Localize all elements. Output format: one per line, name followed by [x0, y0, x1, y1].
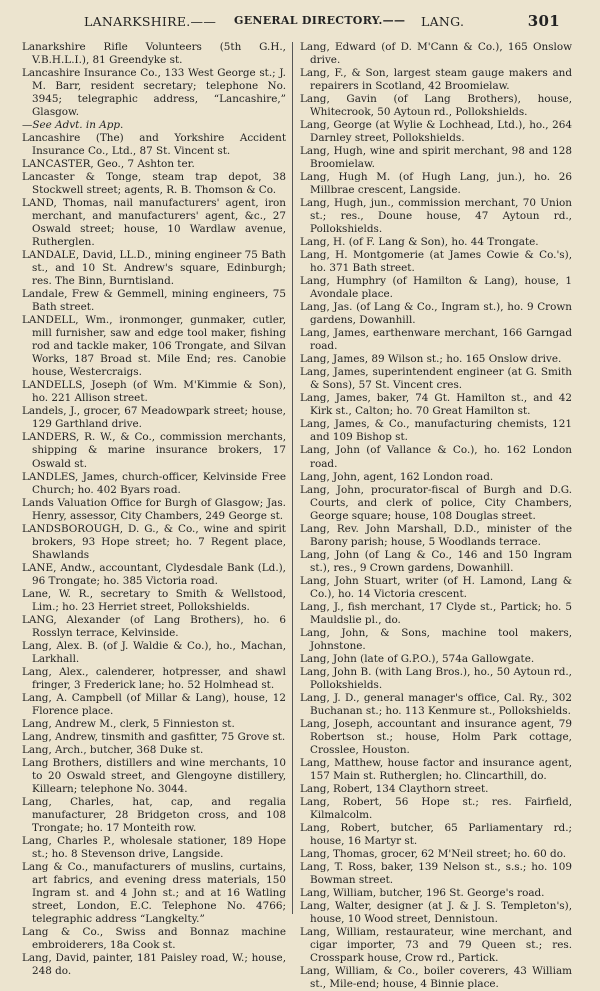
directory-entry: Lang, Andrew M., clerk, 5 Finnieston st.	[22, 717, 235, 730]
directory-entry: LANDLES, James, church-officer, Kelvinside Free Church; ho. 402 Byars road.	[22, 470, 286, 496]
directory-entry: Lang, Gavin (of Lang Brothers), house, Whitecrook, 50 Aytoun rd., Pollokshields.	[300, 93, 572, 119]
directory-entry: Lang, William, restaurateur, wine merchant, and cigar importer, 73 and 79 Queen st.; res. Crosspark house, Crow rd., Partick.	[300, 926, 572, 965]
directory-entry: Lang, T. Ross, baker, 139 Nelson st., s.s.; ho. 109 Bowman street.	[300, 860, 572, 886]
directory-entry: LANDELLS, Joseph (of Wm. M'Kimmie & Son), ho. 221 Allison street.	[22, 379, 286, 405]
directory-entry: Lang, J., fish merchant, 17 Clyde st., Partick; ho. 5 Mauldslie pl., do.	[300, 600, 572, 626]
directory-entry: Landale, Frew & Gemmell, mining engineers, 75 Bath street.	[22, 288, 286, 314]
directory-entry: Lang, Hugh, wine and spirit merchant, 98 and 128 Broomielaw.	[300, 145, 572, 171]
directory-entry: Lang, John Stuart, writer (of H. Lamond, Lang & Co.), ho. 14 Victoria crescent.	[300, 574, 572, 600]
directory-entry: Lang, John B. (with Lang Bros.), ho., 50 Aytoun rd., Pollokshields.	[300, 665, 572, 691]
directory-entry: Lang, Hugh M. (of Hugh Lang, jun.), ho. 26 Millbrae crescent, Langside.	[300, 171, 572, 197]
directory-entry: Lang, Alex., calenderer, hotpresser, and shawl fringer, 3 Frederick lane; ho. 52 Holmhead st.	[22, 665, 286, 691]
directory-entry: LANDELL, Wm., ironmonger, gunmaker, cutler, mill furnisher, saw and edge tool maker, fishing rod and tackle maker, 106 Trongate, and Silvan Works, 187 Broad st. Mile End; res. Canobie house, Westercraigs.	[22, 314, 286, 379]
directory-entry: LAND, Thomas, nail manufacturers' agent, iron merchant, and manufacturers' agent, &c., 27 Oswald street; house, 10 Wardlaw avenue, Rutherglen.	[22, 197, 286, 249]
header-section: LANG.	[421, 14, 465, 29]
directory-entry: Lang, John, agent, 162 London road.	[300, 470, 494, 483]
directory-entry: Lang, Matthew, house factor and insurance agent, 157 Main st. Rutherglen; ho. Clincarthill, do.	[300, 756, 572, 782]
directory-entry: Lang, James, & Co., manufacturing chemists, 121 and 109 Bishop st.	[300, 418, 572, 444]
directory-entry: LANDSBOROUGH, D. G., & Co., wine and spirit brokers, 93 Hope street; ho. 7 Regent place, Shawlands	[22, 522, 286, 561]
header-title: GENERAL DIRECTORY.——	[234, 14, 406, 27]
directory-entry: Lang, James, earthenware merchant, 166 Garngad road.	[300, 327, 572, 353]
directory-entry: Lang, David, painter, 181 Paisley road, W.; house, 248 do.	[22, 952, 286, 978]
directory-entry: Lang, James, baker, 74 Gt. Hamilton st., and 42 Kirk st., Calton; ho. 70 Great Hamilton st.	[300, 392, 572, 418]
directory-entry: Lang, J. D., general manager's office, Cal. Ry., 302 Buchanan st.; ho. 113 Kenmure st., Pollokshields.	[300, 691, 572, 717]
directory-entry: Lancashire (The) and Yorkshire Accident Insurance Co., Ltd., 87 St. Vincent st.	[22, 132, 286, 158]
directory-entry: Lang, Thomas, grocer, 62 M'Neil street; ho. 60 do.	[300, 847, 567, 860]
right-column	[300, 41, 572, 991]
directory-entry: Lane, W. R., secretary to Smith & Wellstood, Lim.; ho. 23 Herriet street, Pollokshields.	[22, 587, 286, 613]
directory-entry: Lang, A. Campbell (of Millar & Lang), house, 12 Florence place.	[22, 691, 286, 717]
directory-entry: Lang, Edward (of D. M'Cann & Co.), 165 Onslow drive.	[300, 41, 572, 67]
directory-entry: Lang, John, & Sons, machine tool makers, Johnstone.	[300, 626, 572, 652]
directory-entry: —See Advt. in App.	[22, 119, 124, 132]
directory-entry: Lang, H. Montgomerie (at James Cowie & Co.'s), ho. 371 Bath street.	[300, 249, 572, 275]
directory-entry: Lang, Robert, 56 Hope st.; res. Fairfield, Kilmalcolm.	[300, 795, 572, 821]
directory-entry: Lancashire Insurance Co., 133 West George st.; J. M. Barr, resident secretary; telephone No. 3945; telegraphic address, “Lancashire,” Glasgow.	[22, 67, 286, 119]
directory-entry: Lang, Alex. B. (of J. Waldie & Co.), ho., Machan, Larkhall.	[22, 639, 286, 665]
directory-entry: LANG, Alexander (of Lang Brothers), ho. 6 Rosslyn terrace, Kelvinside.	[22, 613, 286, 639]
running-header	[84, 12, 560, 32]
directory-entry: Lang, John (of Vallance & Co.), ho. 162 London road.	[300, 444, 572, 470]
directory-entry: Lang, Andrew, tinsmith and gasfitter, 75 Grove st.	[22, 730, 286, 743]
directory-entry: Lang, Charles, hat, cap, and regalia manufacturer, 28 Bridgeton cross, and 108 Trongate; ho. 17 Monteith row.	[22, 795, 286, 834]
header-county: LANARKSHIRE.——	[84, 14, 217, 29]
column-divider	[292, 42, 293, 914]
directory-entry: LANDERS, R. W., & Co., commission merchants, shipping & marine insurance brokers, 17 Oswald st.	[22, 431, 286, 470]
directory-entry: Lang, Charles P., wholesale stationer, 189 Hope st.; ho. 8 Stevenson drive, Langside.	[22, 834, 286, 860]
directory-entry: Lang Brothers, distillers and wine merchants, 10 to 20 Oswald street, and Glengoyne distillery, Killearn; telephone No. 3044.	[22, 756, 286, 795]
directory-entry: Lang, Arch., butcher, 368 Duke st.	[22, 743, 204, 756]
directory-entry: Landels, J., grocer, 67 Meadowpark street; house, 129 Garthland drive.	[22, 405, 286, 431]
directory-entry: Lang, Robert, butcher, 65 Parliamentary rd.; house, 16 Martyr st.	[300, 821, 572, 847]
directory-entry: Lang, William, & Co., boiler coverers, 43 William st., Mile-end; house, 4 Binnie place.	[300, 965, 572, 991]
directory-entry: Lang, Hugh, jun., commission merchant, 70 Union st.; res., Doune house, 47 Aytoun rd., Pollokshields.	[300, 197, 572, 236]
directory-entry: Lang, Robert, 134 Claythorn street.	[300, 782, 489, 795]
directory-entry: LANDALE, David, LL.D., mining engineer 75 Bath st., and 10 St. Andrew's square, Edinburgh; res. The Binn, Burntisland.	[22, 249, 286, 288]
directory-entry: Lang, Rev. John Marshall, D.D., minister of the Barony parish; house, 5 Woodlands terrace.	[300, 522, 572, 548]
directory-entry: Lang, F., & Son, largest steam gauge makers and repairers in Scotland, 42 Broomielaw.	[300, 67, 572, 93]
directory-entry: Lang & Co., manufacturers of muslins, curtains, art fabrics, and evening dress materials, 150 Ingram st. and 4 John st.; and at 16 Watling street, London, E.C. Telephone No. 4766; telegraphic address “Langkelty.”	[22, 860, 286, 926]
directory-entry: Lang, H. (of F. Lang & Son), ho. 44 Trongate.	[300, 236, 539, 249]
directory-entry: Lang, Joseph, accountant and insurance agent, 79 Robertson st.; house, Holm Park cottage, Crosslee, Houston.	[300, 717, 572, 756]
left-column	[22, 41, 286, 978]
directory-entry: Lang, James, superintendent engineer (at G. Smith & Sons), 57 St. Vincent cres.	[300, 366, 572, 392]
directory-entry: Lang & Co., Swiss and Bonnaz machine embroiderers, 18a Cook st.	[22, 926, 286, 952]
page-number: 301	[527, 12, 560, 30]
directory-entry: LANE, Andw., accountant, Clydesdale Bank (Ld.), 96 Trongate; ho. 385 Victoria road.	[22, 561, 286, 587]
directory-entry: Lancaster & Tonge, steam trap depot, 38 Stockwell street; agents, R. B. Thomson & Co.	[22, 171, 286, 197]
directory-entry: Lang, Jas. (of Lang & Co., Ingram st.), ho. 9 Crown gardens, Dowanhill.	[300, 301, 572, 327]
directory-entry: Lang, William, butcher, 196 St. George's road.	[300, 887, 545, 900]
directory-entry: Lanarkshire Rifle Volunteers (5th G.H., V.B.H.L.I.), 81 Greendyke st.	[22, 41, 286, 67]
directory-entry: Lang, John (late of G.P.O.), 574a Gallowgate.	[300, 652, 535, 665]
directory-entry: Lang, John (of Lang & Co., 146 and 150 Ingram st.), res., 9 Crown gardens, Dowanhill.	[300, 548, 572, 574]
directory-entry: Lang, Walter, designer (at J. & J. S. Templeton's), house, 10 Wood street, Dennistoun.	[300, 900, 572, 926]
directory-entry: Lang, John, procurator-fiscal of Burgh and D.G. Courts, and clerk of police, City Chambers, George square; house, 108 Douglas street.	[300, 483, 572, 522]
directory-entry: Lang, George (at Wylie & Lochhead, Ltd.), ho., 264 Darnley street, Pollokshields.	[300, 119, 572, 145]
directory-entry: Lang, James, 89 Wilson st.; ho. 165 Onslow drive.	[300, 353, 562, 366]
directory-entry: Lang, Humphry (of Hamilton & Lang), house, 1 Avondale place.	[300, 275, 572, 301]
directory-entry: Lands Valuation Office for Burgh of Glasgow; Jas. Henry, assessor, City Chambers, 249 George st.	[22, 496, 286, 522]
directory-entry: LANCASTER, Geo., 7 Ashton ter.	[22, 158, 195, 171]
